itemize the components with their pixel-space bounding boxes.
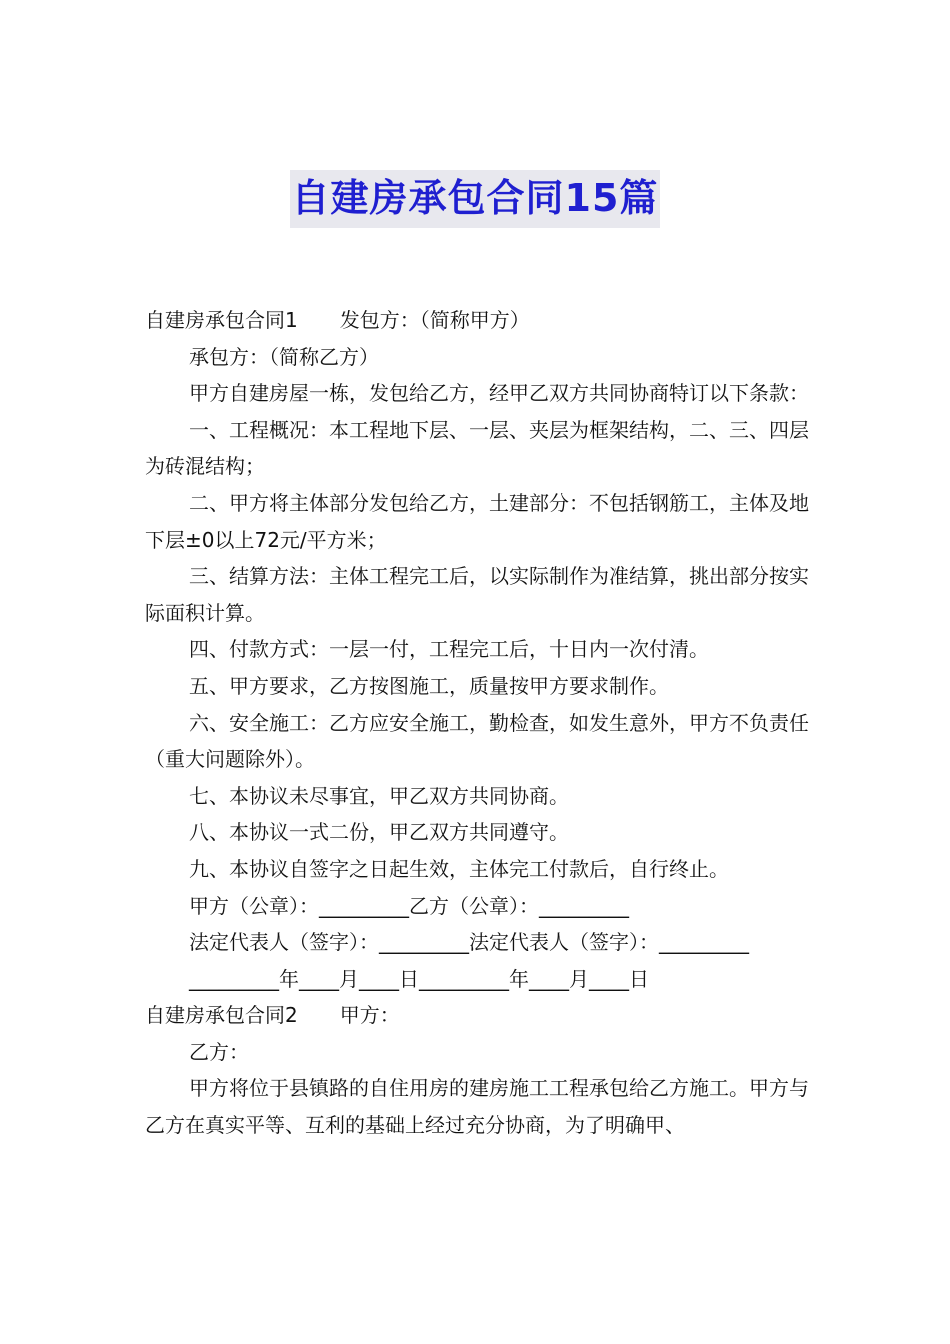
clause-9: 九、本协议自签字之日起生效，主体完工付款后，自行终止。 (189, 856, 729, 881)
clause-5: 五、甲方要求，乙方按图施工，质量按甲方要求制作。 (189, 673, 669, 698)
contract2-heading-line (145, 997, 810, 1034)
contract2-party-a: 甲方： (339, 1003, 400, 1028)
contract2-intro: 甲方将位于县镇路的自住用房的建房施工工程承包给乙方施工。甲方与乙方在真实平等、互利的基础上经过充分协商，为了明确甲、 (145, 1076, 809, 1138)
document-title-wrapper (0, 170, 950, 228)
contract2-heading: 自建房承包合同2 (145, 1003, 298, 1028)
clause-3: 三、结算方法：主体工程完工后，以实际制作为准结算，挑出部分按实际面积计算。 (145, 564, 809, 625)
date-line: _________年____月____日_________年____月____日 (189, 966, 649, 991)
clause-6: 六、安全施工：乙方应安全施工，勤检查，如发生意外，甲方不负责任（重大问题除外）。 (145, 710, 809, 772)
clause-2: 二、甲方将主体部分发包给乙方，土建部分：不包括钢筋工，主体及地下层±0以上72元/平方米； (145, 490, 809, 552)
clause-8: 八、本协议一式二份，甲乙双方共同遵守。 (189, 820, 569, 845)
clause-4: 四、付款方式：一层一付，工程完工后，十日内一次付清。 (189, 637, 709, 662)
document-body (145, 302, 810, 1144)
document-title: 自建房承包合同15篇 (290, 170, 661, 228)
contract1-intro: 甲方自建房屋一栋，发包给乙方，经甲乙双方共同协商特订以下条款： (189, 381, 809, 406)
contract1-contractor: 承包方：（简称乙方） (189, 344, 379, 369)
contract1-heading: 自建房承包合同1 (145, 308, 298, 332)
representative-line: 法定代表人（签字）：_________法定代表人（签字）：_________ (189, 930, 749, 955)
seal-line: 甲方（公章）：_________乙方（公章）：_________ (189, 893, 629, 918)
clause-1: 一、工程概况：本工程地下层、一层、夹层为框架结构，二、三、四层为砖混结构； (145, 417, 809, 479)
clause-7: 七、本协议未尽事宜，甲乙双方共同协商。 (189, 783, 569, 808)
contract1-employer: 发包方：（简称甲方） (339, 308, 530, 332)
contract2-party-b: 乙方： (189, 1039, 249, 1064)
contract1-heading-line (145, 302, 810, 339)
